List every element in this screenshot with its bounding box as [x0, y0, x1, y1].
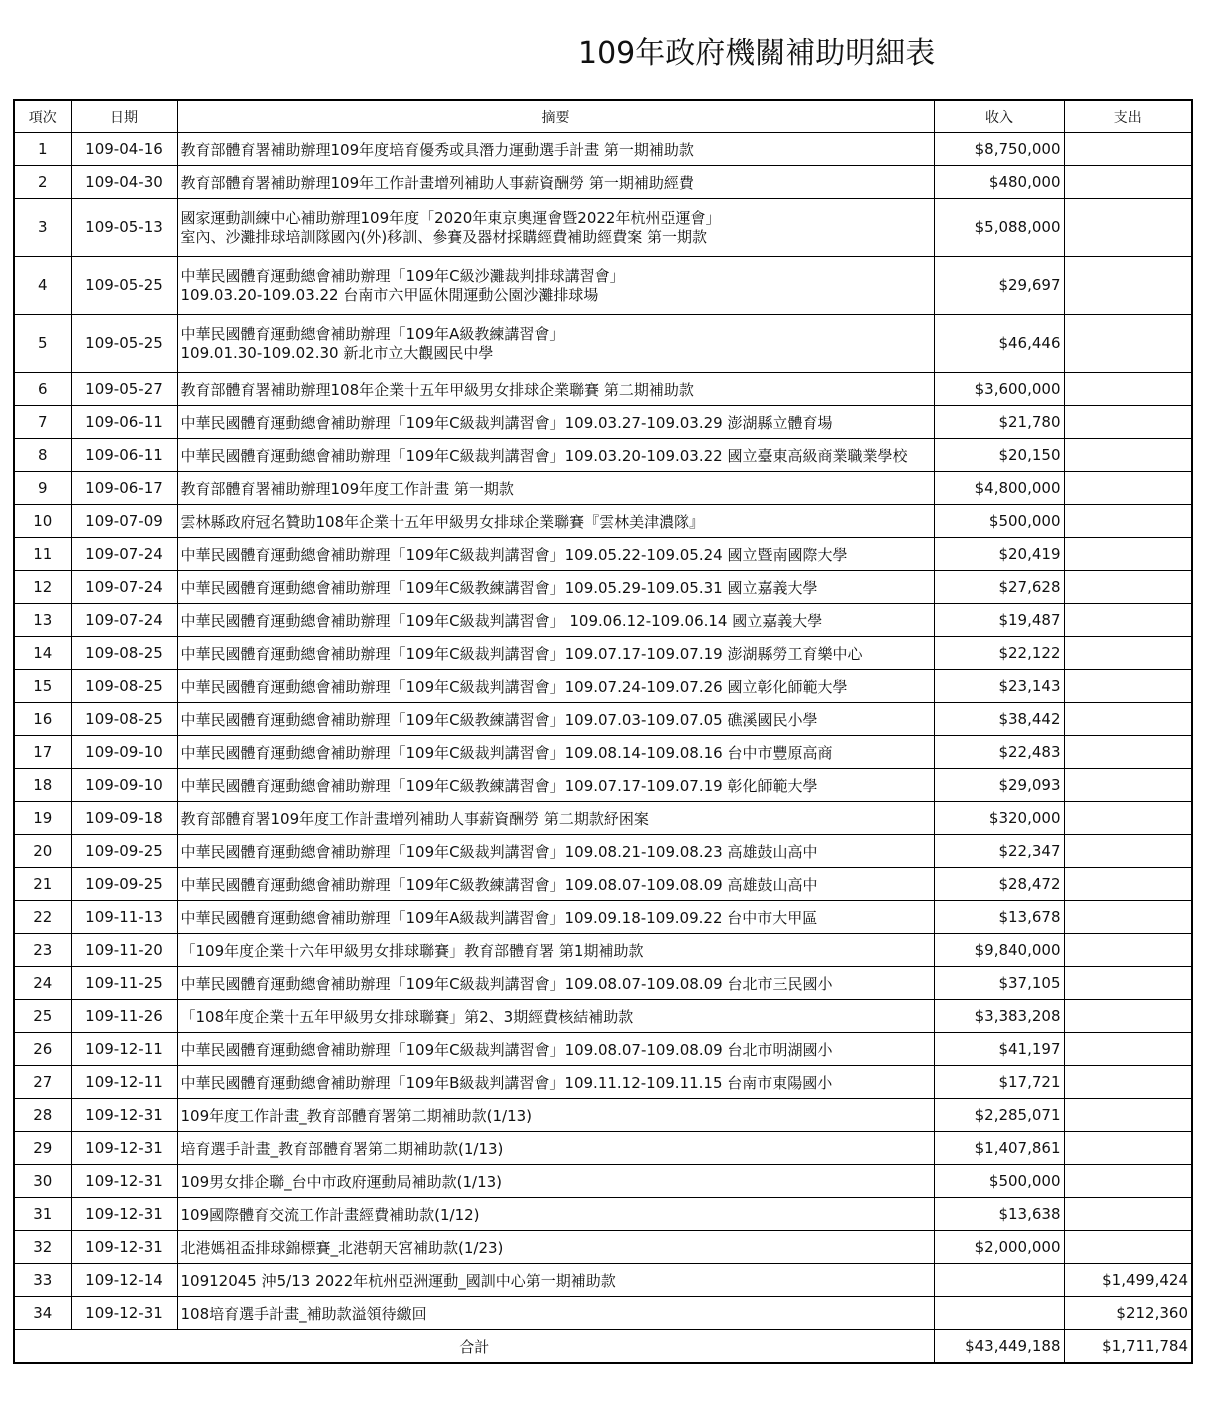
table-row	[14, 901, 1192, 934]
row-date: 109-06-11	[71, 406, 177, 439]
row-expense	[1064, 802, 1192, 835]
total-row	[14, 1330, 1192, 1364]
row-description	[177, 835, 934, 868]
row-date: 109-12-31	[71, 1165, 177, 1198]
table-row	[14, 166, 1192, 199]
row-number: 7	[14, 406, 71, 439]
table-row	[14, 703, 1192, 736]
description-line: 中華民國體育運動總會補助辦理「109年C級裁判講習會」109.03.20-109.03.22 國立臺東高級商業職業學校	[180, 446, 908, 465]
row-date: 109-11-26	[71, 1000, 177, 1033]
row-description	[177, 571, 934, 604]
description-line: 中華民國體育運動總會補助辦理「109年C級教練講習會」109.07.03-109.07.05 礁溪國民小學	[180, 710, 818, 729]
row-description	[177, 133, 934, 166]
row-date: 109-12-31	[71, 1231, 177, 1264]
row-date: 109-07-09	[71, 505, 177, 538]
row-description	[177, 868, 934, 901]
row-date: 109-11-25	[71, 967, 177, 1000]
row-expense	[1064, 637, 1192, 670]
row-income: $3,600,000	[934, 373, 1064, 406]
table-row	[14, 835, 1192, 868]
total-expense: $1,711,784	[1064, 1330, 1192, 1364]
description-line: 中華民國體育運動總會補助辦理「109年C級沙灘裁判排球講習會」	[180, 266, 625, 285]
row-description	[177, 257, 934, 315]
description-line: 中華民國體育運動總會補助辦理「109年C級教練講習會」109.07.17-109.07.19 彰化師範大學	[180, 776, 818, 795]
row-income: $46,446	[934, 315, 1064, 373]
row-date: 109-12-11	[71, 1066, 177, 1099]
row-expense	[1064, 472, 1192, 505]
description-line: 10912045 沖5/13 2022年杭州亞洲運動_國訓中心第一期補助款	[180, 1271, 616, 1290]
description-line: 中華民國體育運動總會補助辦理「109年C級裁判講習會」109.07.24-109.07.26 國立彰化師範大學	[180, 677, 848, 696]
row-expense	[1064, 703, 1192, 736]
row-number: 27	[14, 1066, 71, 1099]
row-description	[177, 637, 934, 670]
row-date: 109-05-25	[71, 315, 177, 373]
row-description	[177, 472, 934, 505]
row-description	[177, 1264, 934, 1297]
row-income: $27,628	[934, 571, 1064, 604]
row-expense	[1064, 1132, 1192, 1165]
row-description	[177, 934, 934, 967]
description-line: 109國際體育交流工作計畫經費補助款(1/12)	[180, 1205, 480, 1224]
page-title: 109年政府機關補助明細表	[578, 36, 936, 71]
row-number: 30	[14, 1165, 71, 1198]
grant-table	[13, 99, 1193, 1364]
row-date: 109-04-16	[71, 133, 177, 166]
row-expense	[1064, 1099, 1192, 1132]
row-date: 109-09-10	[71, 736, 177, 769]
row-expense: $1,499,424	[1064, 1264, 1192, 1297]
row-expense	[1064, 315, 1192, 373]
row-expense	[1064, 736, 1192, 769]
table-row	[14, 199, 1192, 257]
row-income: $2,000,000	[934, 1231, 1064, 1264]
row-number: 12	[14, 571, 71, 604]
row-description	[177, 769, 934, 802]
row-description	[177, 1297, 934, 1330]
description-line: 109男女排企聯_台中市政府運動局補助款(1/13)	[180, 1172, 503, 1191]
row-description	[177, 505, 934, 538]
row-income: $5,088,000	[934, 199, 1064, 257]
description-line: 教育部體育署補助辦理109年度工作計畫 第一期款	[180, 479, 514, 498]
table-row	[14, 934, 1192, 967]
row-expense	[1064, 670, 1192, 703]
row-income: $19,487	[934, 604, 1064, 637]
row-income	[934, 1297, 1064, 1330]
row-description	[177, 1000, 934, 1033]
total-income: $43,449,188	[934, 1330, 1064, 1364]
description-line: 教育部體育署補助辦理109年度培育優秀或具潛力運動選手計畫 第一期補助款	[180, 140, 694, 159]
row-description	[177, 439, 934, 472]
row-income: $29,697	[934, 257, 1064, 315]
row-description	[177, 373, 934, 406]
row-number: 17	[14, 736, 71, 769]
description-line: 中華民國體育運動總會補助辦理「109年C級裁判講習會」109.08.07-109.08.09 台北市明湖國小	[180, 1040, 833, 1059]
table-body	[14, 133, 1192, 1330]
row-expense	[1064, 373, 1192, 406]
description-line: 國家運動訓練中心補助辦理109年度「2020年東京奧運會暨2022年杭州亞運會」	[180, 208, 721, 227]
description-line: 室內、沙灘排球培訓隊國內(外)移訓、參賽及器材採購經費補助經費案 第一期款	[180, 227, 707, 246]
table-row	[14, 670, 1192, 703]
row-description	[177, 166, 934, 199]
row-description	[177, 901, 934, 934]
description-line: 109.01.30-109.02.30 新北市立大觀國民中學	[180, 343, 494, 362]
row-description	[177, 1099, 934, 1132]
row-number: 2	[14, 166, 71, 199]
description-line: 中華民國體育運動總會補助辦理「109年A級教練講習會」	[180, 324, 565, 343]
row-date: 109-05-27	[71, 373, 177, 406]
row-income: $22,483	[934, 736, 1064, 769]
row-income: $23,143	[934, 670, 1064, 703]
description-line: 109年度工作計畫_教育部體育署第二期補助款(1/13)	[180, 1106, 533, 1125]
row-number: 14	[14, 637, 71, 670]
row-income: $41,197	[934, 1033, 1064, 1066]
row-number: 15	[14, 670, 71, 703]
row-income: $500,000	[934, 505, 1064, 538]
table-row	[14, 505, 1192, 538]
row-expense	[1064, 1231, 1192, 1264]
row-number: 28	[14, 1099, 71, 1132]
header-expense: 支出	[1064, 100, 1192, 133]
row-expense	[1064, 538, 1192, 571]
table-row	[14, 439, 1192, 472]
row-income: $2,285,071	[934, 1099, 1064, 1132]
row-expense: $212,360	[1064, 1297, 1192, 1330]
row-number: 8	[14, 439, 71, 472]
row-number: 34	[14, 1297, 71, 1330]
row-number: 4	[14, 257, 71, 315]
header-desc: 摘要	[177, 100, 934, 133]
row-expense	[1064, 439, 1192, 472]
row-expense	[1064, 571, 1192, 604]
row-expense	[1064, 868, 1192, 901]
row-date: 109-12-31	[71, 1198, 177, 1231]
row-date: 109-08-25	[71, 703, 177, 736]
table-row	[14, 1132, 1192, 1165]
row-date: 109-08-25	[71, 670, 177, 703]
row-description	[177, 1033, 934, 1066]
row-date: 109-08-25	[71, 637, 177, 670]
row-number: 16	[14, 703, 71, 736]
row-number: 6	[14, 373, 71, 406]
row-date: 109-07-24	[71, 571, 177, 604]
row-number: 13	[14, 604, 71, 637]
row-expense	[1064, 1000, 1192, 1033]
row-number: 11	[14, 538, 71, 571]
row-income: $29,093	[934, 769, 1064, 802]
row-description	[177, 1165, 934, 1198]
table-row	[14, 133, 1192, 166]
row-number: 1	[14, 133, 71, 166]
row-number: 9	[14, 472, 71, 505]
description-line: 中華民國體育運動總會補助辦理「109年C級裁判講習會」 109.06.12-109.06.14 國立嘉義大學	[180, 611, 823, 630]
table-row	[14, 1099, 1192, 1132]
row-number: 21	[14, 868, 71, 901]
row-description	[177, 703, 934, 736]
row-income: $8,750,000	[934, 133, 1064, 166]
row-date: 109-09-25	[71, 835, 177, 868]
row-date: 109-09-25	[71, 868, 177, 901]
description-line: 雲林縣政府冠名贊助108年企業十五年甲級男女排球企業聯賽『雲林美津濃隊』	[180, 512, 705, 531]
table-row	[14, 1231, 1192, 1264]
row-date: 109-07-24	[71, 538, 177, 571]
description-line: 中華民國體育運動總會補助辦理「109年C級裁判講習會」109.03.27-109.03.29 澎湖縣立體育場	[180, 413, 833, 432]
row-number: 33	[14, 1264, 71, 1297]
header-income: 收入	[934, 100, 1064, 133]
row-number: 18	[14, 769, 71, 802]
row-description	[177, 1198, 934, 1231]
row-income: $9,840,000	[934, 934, 1064, 967]
row-number: 32	[14, 1231, 71, 1264]
table-row	[14, 637, 1192, 670]
description-line: 中華民國體育運動總會補助辦理「109年C級裁判講習會」109.08.14-109.08.16 台中市豐原高商	[180, 743, 833, 762]
row-expense	[1064, 199, 1192, 257]
table-row	[14, 802, 1192, 835]
description-line: 教育部體育署109年度工作計畫增列補助人事薪資酬勞 第二期款紓困案	[180, 809, 649, 828]
description-line: 108培育選手計畫_補助款溢領待繳回	[180, 1304, 427, 1323]
row-income: $22,347	[934, 835, 1064, 868]
row-expense	[1064, 133, 1192, 166]
row-number: 31	[14, 1198, 71, 1231]
row-date: 109-06-17	[71, 472, 177, 505]
row-date: 109-05-13	[71, 199, 177, 257]
row-expense	[1064, 505, 1192, 538]
row-date: 109-09-10	[71, 769, 177, 802]
table-row	[14, 571, 1192, 604]
row-number: 20	[14, 835, 71, 868]
row-number: 5	[14, 315, 71, 373]
row-date: 109-07-24	[71, 604, 177, 637]
row-income: $4,800,000	[934, 472, 1064, 505]
row-income: $17,721	[934, 1066, 1064, 1099]
description-line: 中華民國體育運動總會補助辦理「109年A級裁判講習會」109.09.18-109.09.22 台中市大甲區	[180, 908, 818, 927]
table-row	[14, 538, 1192, 571]
total-label: 合計	[14, 1330, 934, 1364]
table-row	[14, 406, 1192, 439]
row-date: 109-12-14	[71, 1264, 177, 1297]
row-number: 3	[14, 199, 71, 257]
description-line: 教育部體育署補助辦理109年工作計畫增列補助人事薪資酬勞 第一期補助經費	[180, 173, 694, 192]
description-line: 中華民國體育運動總會補助辦理「109年C級裁判講習會」109.08.07-109.08.09 台北市三民國小	[180, 974, 833, 993]
row-expense	[1064, 257, 1192, 315]
description-line: 中華民國體育運動總會補助辦理「109年C級教練講習會」109.08.07-109.08.09 高雄鼓山高中	[180, 875, 818, 894]
row-number: 23	[14, 934, 71, 967]
row-description	[177, 967, 934, 1000]
row-expense	[1064, 166, 1192, 199]
row-income: $13,638	[934, 1198, 1064, 1231]
row-date: 109-11-20	[71, 934, 177, 967]
row-number: 24	[14, 967, 71, 1000]
row-expense	[1064, 901, 1192, 934]
table-row	[14, 373, 1192, 406]
description-line: 「108年度企業十五年甲級男女排球聯賽」第2、3期經費核結補助款	[180, 1007, 634, 1026]
table-row	[14, 967, 1192, 1000]
row-expense	[1064, 835, 1192, 868]
table-row	[14, 1066, 1192, 1099]
row-number: 29	[14, 1132, 71, 1165]
row-description	[177, 802, 934, 835]
row-description	[177, 736, 934, 769]
row-date: 109-12-31	[71, 1297, 177, 1330]
table-row	[14, 1033, 1192, 1066]
description-line: 中華民國體育運動總會補助辦理「109年C級裁判講習會」109.05.22-109.05.24 國立暨南國際大學	[180, 545, 848, 564]
header-no: 項次	[14, 100, 71, 133]
row-expense	[1064, 604, 1192, 637]
row-number: 26	[14, 1033, 71, 1066]
row-income: $500,000	[934, 1165, 1064, 1198]
row-expense	[1064, 406, 1192, 439]
row-description	[177, 1231, 934, 1264]
row-description	[177, 199, 934, 257]
table-row	[14, 868, 1192, 901]
row-number: 10	[14, 505, 71, 538]
row-number: 22	[14, 901, 71, 934]
row-expense	[1064, 1033, 1192, 1066]
table-row	[14, 769, 1192, 802]
row-income: $21,780	[934, 406, 1064, 439]
row-description	[177, 670, 934, 703]
row-date: 109-12-11	[71, 1033, 177, 1066]
row-income: $20,150	[934, 439, 1064, 472]
row-date: 109-12-31	[71, 1132, 177, 1165]
table-row	[14, 257, 1192, 315]
row-income: $3,383,208	[934, 1000, 1064, 1033]
table-row	[14, 736, 1192, 769]
description-line: 培育選手計畫_教育部體育署第二期補助款(1/13)	[180, 1139, 504, 1158]
row-description	[177, 538, 934, 571]
table-row	[14, 1000, 1192, 1033]
row-expense	[1064, 1198, 1192, 1231]
table-row	[14, 1165, 1192, 1198]
row-expense	[1064, 769, 1192, 802]
row-income: $20,419	[934, 538, 1064, 571]
row-number: 25	[14, 1000, 71, 1033]
row-expense	[1064, 1165, 1192, 1198]
description-line: 中華民國體育運動總會補助辦理「109年B級裁判講習會」109.11.12-109.11.15 台南市東陽國小	[180, 1073, 833, 1092]
table-row	[14, 1297, 1192, 1330]
description-line: 中華民國體育運動總會補助辦理「109年C級裁判講習會」109.07.17-109.07.19 澎湖縣勞工育樂中心	[180, 644, 863, 663]
row-description	[177, 1066, 934, 1099]
row-income: $320,000	[934, 802, 1064, 835]
row-date: 109-12-31	[71, 1099, 177, 1132]
description-line: 中華民國體育運動總會補助辦理「109年C級教練講習會」109.05.29-109.05.31 國立嘉義大學	[180, 578, 818, 597]
row-expense	[1064, 934, 1192, 967]
row-date: 109-09-18	[71, 802, 177, 835]
table-row	[14, 1264, 1192, 1297]
row-date: 109-06-11	[71, 439, 177, 472]
row-description	[177, 1132, 934, 1165]
row-income: $28,472	[934, 868, 1064, 901]
description-line: 109.03.20-109.03.22 台南市六甲區休閒運動公園沙灘排球場	[180, 285, 599, 304]
row-income: $22,122	[934, 637, 1064, 670]
row-income: $38,442	[934, 703, 1064, 736]
description-line: 「109年度企業十六年甲級男女排球聯賽」教育部體育署 第1期補助款	[180, 941, 644, 960]
row-expense	[1064, 1066, 1192, 1099]
row-income: $37,105	[934, 967, 1064, 1000]
row-income	[934, 1264, 1064, 1297]
row-expense	[1064, 967, 1192, 1000]
table-row	[14, 1198, 1192, 1231]
row-description	[177, 406, 934, 439]
table-row	[14, 472, 1192, 505]
row-date: 109-05-25	[71, 257, 177, 315]
row-date: 109-11-13	[71, 901, 177, 934]
row-date: 109-04-30	[71, 166, 177, 199]
row-income: $13,678	[934, 901, 1064, 934]
header-row	[14, 100, 1192, 133]
description-line: 中華民國體育運動總會補助辦理「109年C級裁判講習會」109.08.21-109.08.23 高雄鼓山高中	[180, 842, 818, 861]
row-income: $1,407,861	[934, 1132, 1064, 1165]
table-row	[14, 315, 1192, 373]
row-description	[177, 315, 934, 373]
row-description	[177, 604, 934, 637]
row-number: 19	[14, 802, 71, 835]
description-line: 北港媽祖盃排球錦標賽_北港朝天宮補助款(1/23)	[180, 1238, 504, 1257]
description-line: 教育部體育署補助辦理108年企業十五年甲級男女排球企業聯賽 第二期補助款	[180, 380, 694, 399]
header-date: 日期	[71, 100, 177, 133]
table-row	[14, 604, 1192, 637]
row-income: $480,000	[934, 166, 1064, 199]
